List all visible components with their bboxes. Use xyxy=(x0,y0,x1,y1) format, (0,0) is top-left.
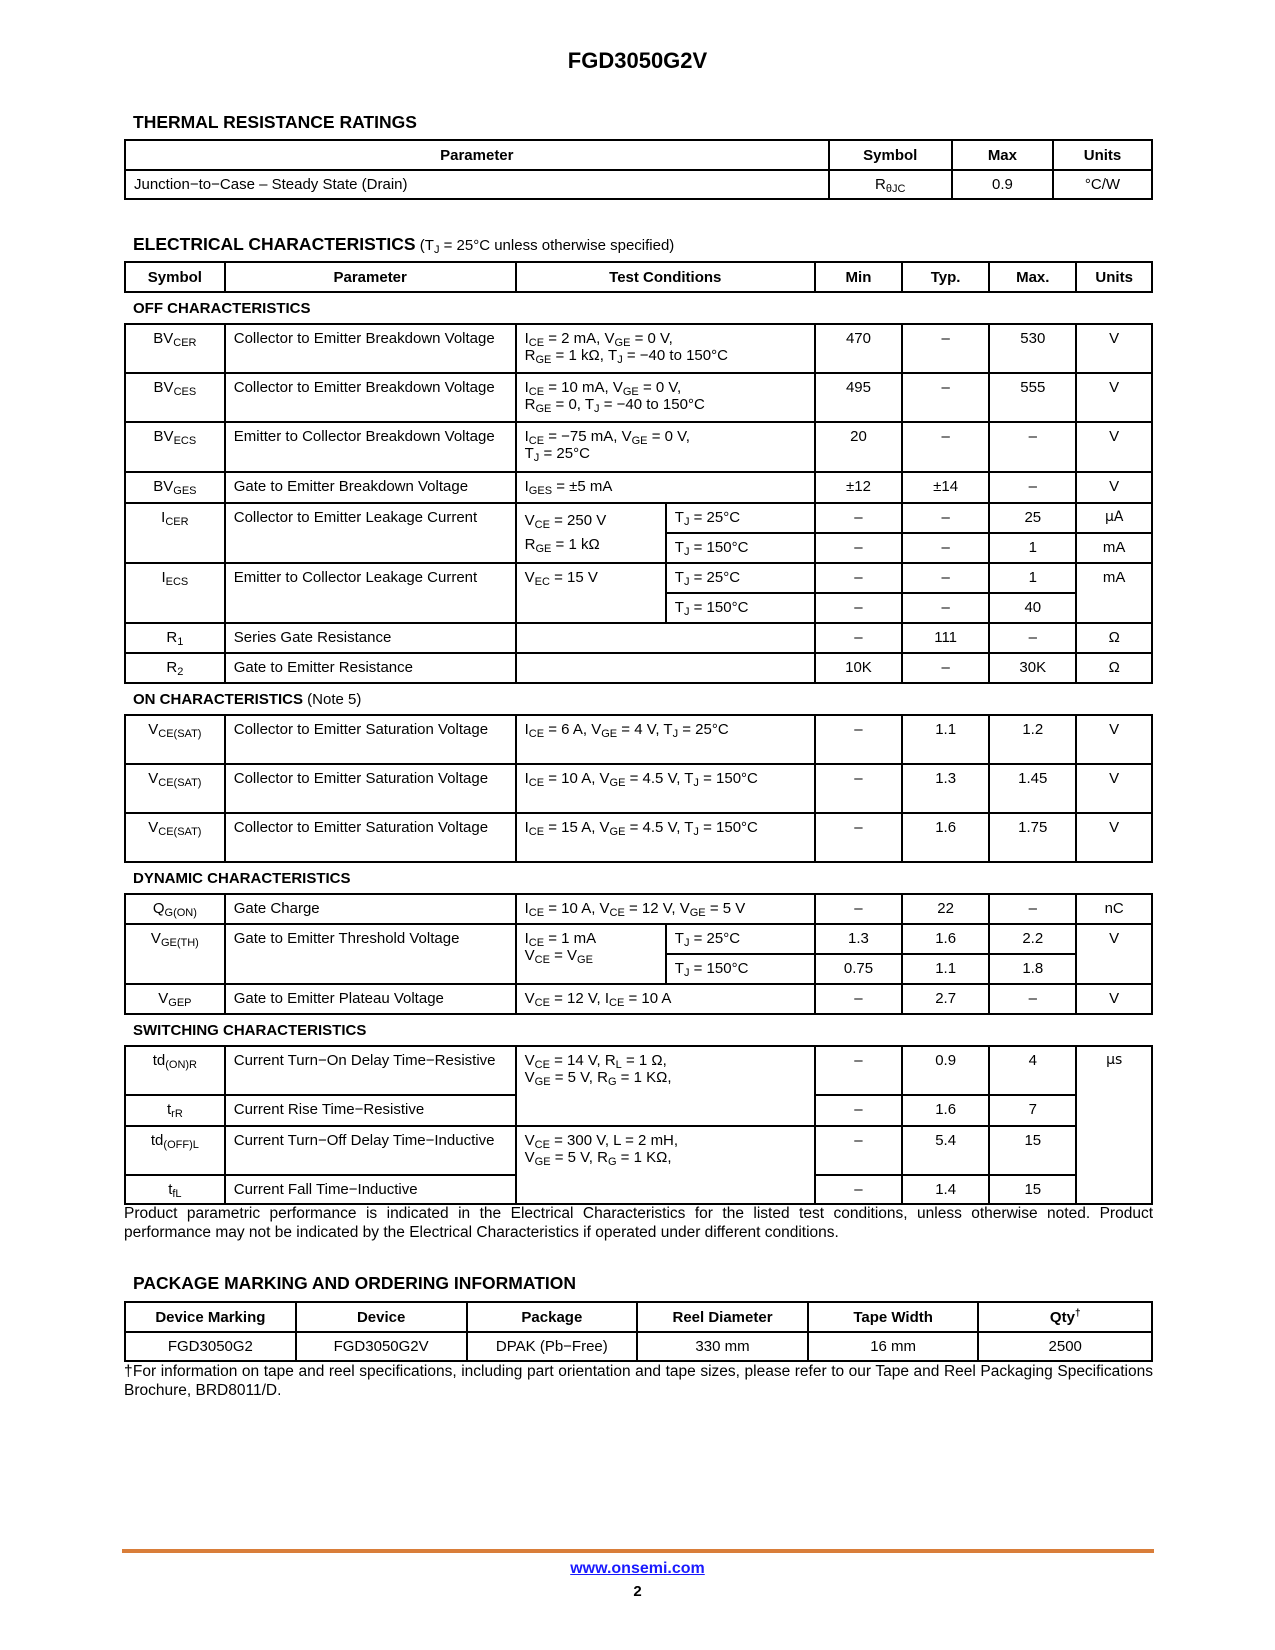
symbol-cell: $V_{CE(SAT)}$ xyxy=(125,813,225,862)
cell: – xyxy=(815,813,902,862)
cell: – xyxy=(989,894,1076,924)
cell: – xyxy=(989,984,1076,1014)
column-header: Device xyxy=(296,1302,467,1332)
cell: Gate to Emitter Breakdown Voltage xyxy=(225,472,516,503)
table-row xyxy=(125,764,1152,813)
thermal-section-title: THERMAL RESISTANCE RATINGS xyxy=(133,112,417,132)
column-header: Symbol xyxy=(829,140,952,170)
table-header-row xyxy=(125,140,1152,170)
temp-condition-cell: $T_J = 150^\circ C$ xyxy=(666,593,815,623)
cell: Current Turn−On Delay Time−Resistive xyxy=(225,1046,516,1095)
cell: V xyxy=(1076,715,1152,764)
cell: 20 xyxy=(815,422,902,472)
tape-note: †For information on tape and reel specifications, including part orientation and tape sizes, please refer to our Tape and Reel Packaging Specifications Brochure, BRD8011/D. xyxy=(124,1363,1153,1399)
table-row xyxy=(125,653,1152,683)
test-condition-cell: $I_{CE} = 2$ mA, $V_{GE} = 0$ V, $R_{GE} = 1$ kΩ, $T_J = -40$ to 150°C xyxy=(516,324,815,373)
test-condition-cell: $I_{CE} = 10$ mA, $V_{GE} = 0$ V, $R_{GE} = 0$, $T_J = -40$ to 150°C xyxy=(516,373,815,422)
cell: – xyxy=(815,764,902,813)
subsection-heading: SWITCHING CHARACTERISTICS xyxy=(133,1021,367,1039)
cell: – xyxy=(815,533,902,563)
cell: 1.6 xyxy=(902,924,989,954)
cell: 1.75 xyxy=(989,813,1076,862)
footer-website-link[interactable]: www.onsemi.com xyxy=(570,1560,705,1577)
table-row xyxy=(125,324,1152,373)
cell: V xyxy=(1076,422,1152,472)
cell: Series Gate Resistance xyxy=(225,623,516,653)
cell: – xyxy=(815,1126,902,1175)
test-condition-cell: $V_{CE} = 14$ V, $R_L = 1$ Ω, $V_{GE} = 5$ V, $R_G = 1$ KΩ, xyxy=(516,1046,815,1126)
cell: 1.1 xyxy=(902,715,989,764)
temp-condition-cell: $T_J = 150^\circ C$ xyxy=(666,954,815,984)
column-header: Max. xyxy=(989,262,1076,292)
cell: FGD3050G2 xyxy=(125,1332,296,1361)
cell: Gate Charge xyxy=(225,894,516,924)
cell: 0.9 xyxy=(952,170,1053,199)
subsection-heading: OFF CHARACTERISTICS xyxy=(133,299,311,317)
cell: 470 xyxy=(815,324,902,373)
table-row xyxy=(125,894,1152,924)
symbol-cell: $V_{CE(SAT)}$ xyxy=(125,764,225,813)
cell: – xyxy=(902,533,989,563)
cell: – xyxy=(815,593,902,623)
symbol-cell: $I_{CER}$ xyxy=(125,503,225,563)
cell xyxy=(516,623,815,653)
cell xyxy=(516,653,815,683)
cell: 10K xyxy=(815,653,902,683)
cell: – xyxy=(902,563,989,593)
cell: Gate to Emitter Resistance xyxy=(225,653,516,683)
cell: – xyxy=(815,984,902,1014)
cell: 1.45 xyxy=(989,764,1076,813)
table-row xyxy=(125,503,1152,533)
temp-condition-cell: $T_J = 25^\circ C$ xyxy=(666,563,815,593)
column-header: Parameter xyxy=(225,262,516,292)
cell: – xyxy=(815,563,902,593)
cell: Ω xyxy=(1076,653,1152,683)
cell: V xyxy=(1076,813,1152,862)
test-condition-cell: $I_{CE} = 15$ A, $V_{GE} = 4.5$ V, $T_J = 150^\circ C$ xyxy=(516,813,815,862)
cell: 1.4 xyxy=(902,1175,989,1204)
test-condition-cell: $I_{CE} = 10$ A, $V_{GE} = 4.5$ V, $T_J = 150^\circ C$ xyxy=(516,764,815,813)
table-row xyxy=(125,623,1152,653)
cell: 1.6 xyxy=(902,1095,989,1126)
cell: – xyxy=(815,715,902,764)
cell: °C/W xyxy=(1053,170,1152,199)
column-header: Parameter xyxy=(125,140,829,170)
cell: ±14 xyxy=(902,472,989,503)
cell: – xyxy=(989,623,1076,653)
cell: – xyxy=(902,324,989,373)
cell: mA xyxy=(1076,563,1152,623)
cell: μA xyxy=(1076,503,1152,533)
cell: 1.3 xyxy=(815,924,902,954)
cell: 15 xyxy=(989,1175,1076,1204)
column-header: Qty† xyxy=(978,1302,1152,1332)
electrical-table xyxy=(124,261,1153,1205)
symbol-cell: $R_2$ xyxy=(125,653,225,683)
test-condition-cell: $I_{CE} = 1$ mA $V_{CE} = V_{GE}$ xyxy=(516,924,666,984)
symbol-cell: $V_{GEP}$ xyxy=(125,984,225,1014)
table-row xyxy=(125,373,1152,422)
cell: 495 xyxy=(815,373,902,422)
test-condition-cell: $V_{EC} = 15$ V xyxy=(516,563,666,623)
cell: – xyxy=(902,503,989,533)
cell: – xyxy=(902,593,989,623)
symbol-cell: $t_{fL}$ xyxy=(125,1175,225,1204)
table-row xyxy=(125,1126,1152,1175)
table-row xyxy=(125,563,1152,593)
package-table xyxy=(124,1301,1153,1362)
cell: V xyxy=(1076,764,1152,813)
cell: Ω xyxy=(1076,623,1152,653)
page-title: FGD3050G2V xyxy=(567,48,708,73)
column-header: Reel Diameter xyxy=(637,1302,808,1332)
cell: Collector to Emitter Saturation Voltage xyxy=(225,813,516,862)
cell: Collector to Emitter Saturation Voltage xyxy=(225,764,516,813)
subsection-heading: ON CHARACTERISTICS (Note 5) xyxy=(133,690,362,708)
table-row xyxy=(125,813,1152,862)
cell: Junction−to−Case – Steady State (Drain) xyxy=(125,170,829,199)
cell: Emitter to Collector Breakdown Voltage xyxy=(225,422,516,472)
cell: Emitter to Collector Leakage Current xyxy=(225,563,516,623)
symbol-cell: $V_{CE(SAT)}$ xyxy=(125,715,225,764)
column-header: Test Conditions xyxy=(516,262,815,292)
cell: 530 xyxy=(989,324,1076,373)
cell: 1.1 xyxy=(902,954,989,984)
cell: V xyxy=(1076,472,1152,503)
cell: 25 xyxy=(989,503,1076,533)
cell: Collector to Emitter Leakage Current xyxy=(225,503,516,563)
cell: – xyxy=(902,653,989,683)
cell: Gate to Emitter Plateau Voltage xyxy=(225,984,516,1014)
table-row xyxy=(125,924,1152,954)
cell: 16 mm xyxy=(808,1332,979,1361)
cell: 555 xyxy=(989,373,1076,422)
footer-rule xyxy=(122,1549,1154,1553)
cell: 40 xyxy=(989,593,1076,623)
column-header: Typ. xyxy=(902,262,989,292)
cell: – xyxy=(902,373,989,422)
cell: Collector to Emitter Breakdown Voltage xyxy=(225,373,516,422)
test-condition-cell: $I_{CE} = 6$ A, $V_{GE} = 4$ V, $T_J = 25^\circ C$ xyxy=(516,715,815,764)
cell: Collector to Emitter Saturation Voltage xyxy=(225,715,516,764)
table-row xyxy=(125,1332,1152,1361)
cell: – xyxy=(989,422,1076,472)
cell: 1.8 xyxy=(989,954,1076,984)
cell: Collector to Emitter Breakdown Voltage xyxy=(225,324,516,373)
table-header-row xyxy=(125,1302,1152,1332)
temp-condition-cell: $T_J = 150^\circ C$ xyxy=(666,533,815,563)
column-header: Tape Width xyxy=(808,1302,979,1332)
cell: – xyxy=(815,1095,902,1126)
symbol-cell: $BV_{GES}$ xyxy=(125,472,225,503)
column-header: Units xyxy=(1053,140,1152,170)
cell: nC xyxy=(1076,894,1152,924)
cell: ±12 xyxy=(815,472,902,503)
cell: 2.7 xyxy=(902,984,989,1014)
symbol-cell: $t_{rR}$ xyxy=(125,1095,225,1126)
temp-condition-cell: $T_J = 25^\circ C$ xyxy=(666,924,815,954)
cell: 4 xyxy=(989,1046,1076,1095)
symbol-cell: $R_{\theta JC}$ xyxy=(829,170,952,199)
cell: V xyxy=(1076,924,1152,984)
cell: – xyxy=(815,894,902,924)
table-row xyxy=(125,984,1152,1014)
parametric-note: Product parametric performance is indicated in the Electrical Characteristics for the listed test conditions, unless otherwise noted. Product performance may not be indicated by the Electrical Characteristics if operated under different conditions. xyxy=(124,1205,1153,1241)
cell: 2.2 xyxy=(989,924,1076,954)
cell: – xyxy=(815,1046,902,1095)
symbol-cell: $td_{(ON)R}$ xyxy=(125,1046,225,1095)
cell: 1.3 xyxy=(902,764,989,813)
cell: Gate to Emitter Threshold Voltage xyxy=(225,924,516,984)
test-condition-cell: $I_{CE} = -75$ mA, $V_{GE} = 0$ V, $T_J = 25^\circ C$ xyxy=(516,422,815,472)
symbol-cell: $BV_{ECS}$ xyxy=(125,422,225,472)
cell: Current Fall Time−Inductive xyxy=(225,1175,516,1204)
test-condition-cell: $V_{CE} = 300$ V, L = 2 mH, $V_{GE} = 5$ V, $R_G = 1$ KΩ, xyxy=(516,1126,815,1204)
cell: – xyxy=(902,422,989,472)
cell: – xyxy=(989,472,1076,503)
cell: – xyxy=(815,1175,902,1204)
cell: – xyxy=(815,503,902,533)
column-header: Max xyxy=(952,140,1053,170)
test-condition-cell: $I_{CE} = 10$ A, $V_{CE} = 12$ V, $V_{GE} = 5$ V xyxy=(516,894,815,924)
table-row xyxy=(125,715,1152,764)
table-header-row xyxy=(125,262,1152,292)
column-header: Symbol xyxy=(125,262,225,292)
cell: 1 xyxy=(989,563,1076,593)
thermal-table xyxy=(124,139,1153,200)
test-condition-cell: $V_{CE} = 250$ V $R_{GE} = 1$ kΩ xyxy=(516,503,666,563)
subsection-heading: DYNAMIC CHARACTERISTICS xyxy=(133,869,351,887)
cell: μs xyxy=(1076,1046,1152,1204)
page-number: 2 xyxy=(633,1583,642,1600)
cell: 7 xyxy=(989,1095,1076,1126)
test-condition-cell: $V_{CE} = 12$ V, $I_{CE} = 10$ A xyxy=(516,984,815,1014)
column-header: Device Marking xyxy=(125,1302,296,1332)
symbol-cell: $BV_{CER}$ xyxy=(125,324,225,373)
cell: 0.9 xyxy=(902,1046,989,1095)
cell: 22 xyxy=(902,894,989,924)
cell: 30K xyxy=(989,653,1076,683)
cell: 1.6 xyxy=(902,813,989,862)
table-row xyxy=(125,472,1152,503)
cell: Current Rise Time−Resistive xyxy=(225,1095,516,1126)
symbol-cell: $BV_{CES}$ xyxy=(125,373,225,422)
cell: 1.2 xyxy=(989,715,1076,764)
cell: 111 xyxy=(902,623,989,653)
column-header: Units xyxy=(1076,262,1152,292)
symbol-cell: $I_{ECS}$ xyxy=(125,563,225,623)
cell: 330 mm xyxy=(637,1332,808,1361)
cell: Current Turn−Off Delay Time−Inductive xyxy=(225,1126,516,1175)
temp-condition-cell: $T_J = 25^\circ C$ xyxy=(666,503,815,533)
electrical-section-title: ELECTRICAL CHARACTERISTICS ($T_J = 25^\circ C$ unless otherwise specified) xyxy=(133,234,675,256)
column-header: Package xyxy=(467,1302,638,1332)
test-condition-cell: $I_{GES} = \pm 5$ mA xyxy=(516,472,815,503)
cell: DPAK (Pb−Free) xyxy=(467,1332,638,1361)
table-row xyxy=(125,170,1152,199)
table-row xyxy=(125,422,1152,472)
cell: 1 xyxy=(989,533,1076,563)
symbol-cell: $V_{GE(TH)}$ xyxy=(125,924,225,984)
table-row xyxy=(125,1046,1152,1095)
cell: V xyxy=(1076,984,1152,1014)
cell: V xyxy=(1076,373,1152,422)
package-section-title: PACKAGE MARKING AND ORDERING INFORMATION xyxy=(133,1273,576,1293)
cell: 15 xyxy=(989,1126,1076,1175)
cell: 5.4 xyxy=(902,1126,989,1175)
cell: FGD3050G2V xyxy=(296,1332,467,1361)
symbol-cell: $R_1$ xyxy=(125,623,225,653)
symbol-cell: $td_{(OFF)L}$ xyxy=(125,1126,225,1175)
cell: 2500 xyxy=(978,1332,1152,1361)
cell: – xyxy=(815,623,902,653)
symbol-cell: $Q_{G(ON)}$ xyxy=(125,894,225,924)
cell: 0.75 xyxy=(815,954,902,984)
column-header: Min xyxy=(815,262,902,292)
cell: V xyxy=(1076,324,1152,373)
cell: mA xyxy=(1076,533,1152,563)
